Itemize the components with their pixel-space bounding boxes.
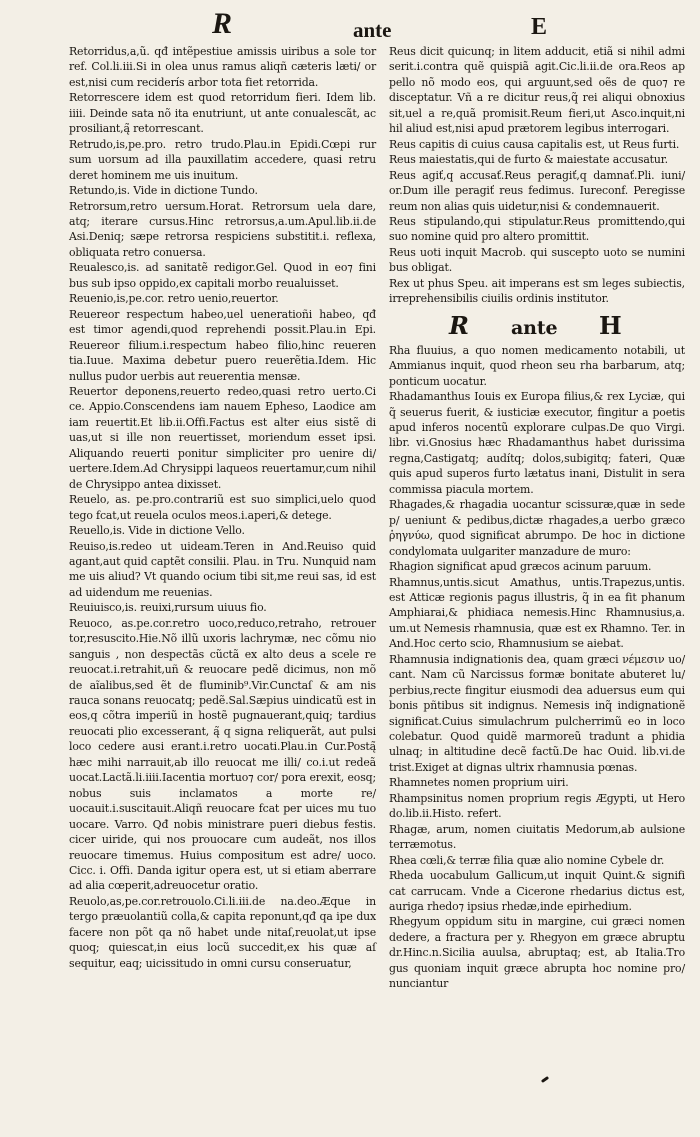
ink-mark (541, 1076, 549, 1083)
dictionary-entry: Reuiso,is.redeo ut uideam.Teren in And.Reuiso quid agant,aut quid captẽt consilii. Plau. in Tru. Nunquid nam me uis aliud? Vt quando ocium tibi sit,me reui sas, id est ad uidendum me reuenias. (69, 539, 376, 599)
section-heading (449, 312, 685, 340)
dictionary-entry: Reuertor deponens,reuerto redeo,quasi retro uerto.Ci ce. Appio.Conscendens iam nauem Epheso, Laodice am iam reuertit.Et lib.ii.Offi.Factus est alter eius sistẽ di uas,ut si ille non reuertisset, moriendum esset ipsi. Aliquando reuerti ponitur simpliciter pro uenire di/ uertere.Idem.Ad Chrysippi laqueos reuertamur,cum nihil de Chrysippo antea dixisset. (69, 384, 376, 491)
dictionary-entry: Rha fluuius, a quo nomen medicamento notabili, ut Ammianus inquit, quod rheon seu rha barbarum, atq; ponticum uocatur. (389, 343, 685, 388)
dictionary-entry: Reus uoti inquit Macrob. qui suscepto uoto se numini bus obligat. (389, 245, 685, 275)
right-column (389, 44, 685, 992)
dictionary-entry: Rhamnus,untis.sicut Amathus, untis.Trapezus,untis. est Atticæ regionis pagus illustris, q̃ in ea fit phanum Amphiarai,& phidiaca nemesis.Hinc Rhamnusius,a. um.ut Nemesis rhamnusia, quæ est ex Rhamno. Ter. in And.Hoc certo scio, Rhamnusium se aiebat. (389, 575, 685, 651)
dictionary-entry: Rex ut phus Speu. ait imperans est sm leges subiectis, irreprehensibilis ciuilis ordinis institutor. (389, 276, 685, 306)
dictionary-entry: Reus agiť,q accusať.Reus peragiť,q damnať.Pli. iuni/ or.Dum ille peragiť reus fedimus. Iureconf. Peregisse reum non alias quis uidetur,nisi & condemnauerit. (389, 168, 685, 213)
dictionary-entry: Retrudo,is,pe.pro. retro trudo.Plau.in Epidi.Cœpi rur sum uorsum ad illa pauxillatim accedere, quasi retru deret hominem me uis inuitum. (69, 137, 376, 182)
running-head-left-letter: R (212, 7, 233, 40)
dictionary-entry: Rhamnetes nomen proprium uiri. (389, 776, 569, 790)
dictionary-entry: Rhea cœli,& terræ filia quæ alio nomine Cybele dr. (389, 853, 665, 867)
dictionary-entry: Reuereor respectum habeo,uel ueneratioñi habeo, qđ est timor agendi,quod reprehendi possit.Plau.in Epi. Reuereor filium.i.respectum habeo filio,hinc reueren tia.Iuue. Maxima debetur puero reuerẽtia.Idem. Hic nullus pudor uerbis aut reuerentia mensæ. (69, 307, 376, 383)
dictionary-entry: Reus stipulando,qui stipulatur.Reus promittendo,qui suo nomine quid pro altero promittit. (389, 214, 685, 244)
dictionary-entry: Rheda uocabulum Gallicum,ut inquit Quint.& signifi cat carrucam. Vnde a Cicerone rhedarius dictus est, auriga rhedo⁊ ipsius rhedæ,inde epirhedium. (389, 869, 685, 914)
section-heading-word: ante (511, 316, 558, 339)
dictionary-entry: Retorridus,a,ũ. qđ intẽpestiue amissis uiribus a sole tor ref. Col.li.iii.Si in olea unus ramus aliqñ cæteris læti/ or est,nisi cum reciderís arbor tota fiet retorrida. (69, 45, 376, 89)
dictionary-entry: Reuello,is. Vide in dictione Vello. (69, 524, 245, 538)
running-head-right-letter: E (531, 14, 548, 40)
dictionary-entry: Retundo,is. Vide in dictione Tundo. (69, 184, 258, 198)
dictionary-entry: Reus dicit quicunq; in litem adducit, etiã si nihil admi serit.i.contra quẽ quispiã agit.Cic.li.ii.de ora.Reos ap pello nõ modo eos, qui arguunt,sed oẽs de quo⁊ re disceptatur. Vñ a re dicitur reus,q̃ rei aliqui obnoxius sit,uel a re,quã promisit.Reum fieri,ut Asco.inquit,ni hil aliud est,nisi apud prætorem legibus interrogari. (389, 45, 685, 136)
dictionary-entry: Reuolo,as,pe.cor.retrouolo.Ci.li.iii.de na.deo.Æque in tergo præuolantiũ colla,& capita reponunt,qđ qa ipe dux facere non põt qa nõ habet unde nitaſ,reuolat,ut ipse quoq; quiescat,in eius locũ succedit,ex his quæ aſ sequitur, eaq; uicissitudo in omni cursu conseruatur, (69, 894, 376, 970)
dictionary-entry: Reuiuisco,is. reuixi,rursum uiuus fio. (69, 601, 267, 615)
dictionary-entry: Rhagion significat apud græcos acinum paruum. (389, 560, 652, 574)
dictionary-entry: Rhagades,& rhagadia uocantur scissuræ,quæ in sede p/ ueniunt & pedibus,dictæ rhagades,a uerbo græco ῥηγνύω, quod significat abrumpo. De hoc in dictione condylomata uulgariter manzadure de muro: (389, 498, 685, 558)
dictionary-entry: Reus maiestatis,qui de furto & maiestate accusatur. (389, 153, 668, 167)
left-column (69, 44, 376, 971)
dictionary-entry: Reualesco,is. ad sanitatẽ redigor.Gel. Quod in eo⁊ fini bus sub ipso oppido,ex capitali morbo reualuisset. (69, 261, 376, 290)
dictionary-entry: Retorrescere idem est quod retorridum fieri. Idem lib. iiii. Deinde sata nõ ita enutriunt, ut ante conualescãt, ac prosiliant,ą̃ retorrescant. (69, 91, 376, 136)
section-heading-right-letter: H (599, 310, 622, 340)
dictionary-entry: Rhamnusia indignationis dea, quam græci νέμεσιν uo/ cant. Nam cũ Narcissus formæ bonitate abuteret lu/ perbius,recte fingitur eiusmodi dea aduersus eum qui bonis pñtibus sit indignus. Nemesis inq̃ indignationẽ significat.Cuius simulachrum pulcherrimũ eo in loco colebatur. Quod quidẽ marmoreũ tradunt a phidia ulnaq; in altitudine decẽ factũ.De hac Ouid. lib.vi.de trist.Exiget at dignas ultrix rhamnusia pœnas. (389, 652, 685, 774)
dictionary-entry: Reuoco, as.pe.cor.retro uoco,reduco,retraho, retrouer tor,resuscito.Hie.Nõ illũ uxoris lachrymæ, nec cõmu nio sanguis , non despectãs cũctã ex alto deus a scele re reuocat.i.retrahit,uñ & reuocare pedẽ dicimus, non mõ de aĩalibus,sed ẽt de fluminib⁹.Vir.Cunctaſ & am nis rauca sonans reuocatq; pedẽ.Sal.Sæpius uindicatũ est in eos,q cõtra imperiũ in hostẽ pugnauerant,quiq; tardius reuocati plio excesserant, ą̃ q signa reliquerãt, aut pulsi loco cedere ausi erant.i.retro uocati.Plau.in Cur.Postą̃ hæc mihi narrauit,ab illo reuocat me illi/ co.i.ut redeã uocat.Lactã.li.iiii.Iacentia mortuo⁊ cor/ pora erexit, eosq; nobus suis inclamatos a morte re/ uocauit.i.suscitauit.Aliqñ reuocare fcat per uices mu tuo uocare. Varro. Qđ nobis ministrare pueri diebus festis. cicer uiride, qui nos prouocare cum audeãt, nos illos reuocare timemus. Huius compositum est adre/ uoco. Cicc. i. Offi. Danda igitur opera est, ut si etiam aberrare ad alia cœperit,adreuocetur oratio. (69, 616, 376, 893)
running-head-word: ante (353, 18, 392, 42)
dictionary-entry: Reuenio,is,pe.cor. retro uenio,reuertor. (69, 292, 279, 306)
dictionary-entry: Rhampsinitus nomen proprium regis Ægypti, ut Hero do.lib.ii.Histo. refert. (389, 791, 685, 821)
dictionary-entry: Rhadamanthus Iouis ex Europa filius,& rex Lyciæ, qui q̃ seuerus fuerit, & iusticiæ executor, fingitur a poetis apud inferos nocentũ explorare culpas.De quo Virgi. libr. vi.Gnosius hæc Rhadamanthus habet durissima regna,Castigatq; audítq; dolos,subigitq; fateri, Quæ quis apud superos furto lætatus inani, Distulit in sera commissa piacula mortem. (389, 390, 685, 496)
dictionary-entry: Rhegyum oppidum situ in margine, cui græci nomen dedere, a fractura per y. Rhegyon em græce abruptu dr.Hinc.n.Sicilia auulsa, abruptaq; est, ab Italia.Tro gus quoniam inquit græce abrupta hoc nomine pro/ nunciantur (389, 915, 685, 991)
dictionary-entry: Retrorsum,retro uersum.Horat. Retrorsum uela dare, atq; iterare cursus.Hinc retrorsus,a.um.Apul.lib.ii.de Asi.Deniq; sæpe retrorsa respiciens substitit.i. reflexa, obliquata retro conuersa. (69, 199, 376, 259)
section-heading-left-letter: R (449, 310, 469, 340)
dictionary-entry: Rhagæ, arum, nomen ciuitatis Medorum,ab aulsione terræmotus. (389, 822, 685, 852)
dictionary-entry: Reuelo, as. pe.pro.contrariũ est suo simplici,uelo quod tego fcat,ut reuela oculos meos.i.aperi,& detege. (69, 493, 376, 522)
dictionary-entry: Reus capitis di cuius causa capitalis est, ut Reus furti. (389, 137, 680, 151)
